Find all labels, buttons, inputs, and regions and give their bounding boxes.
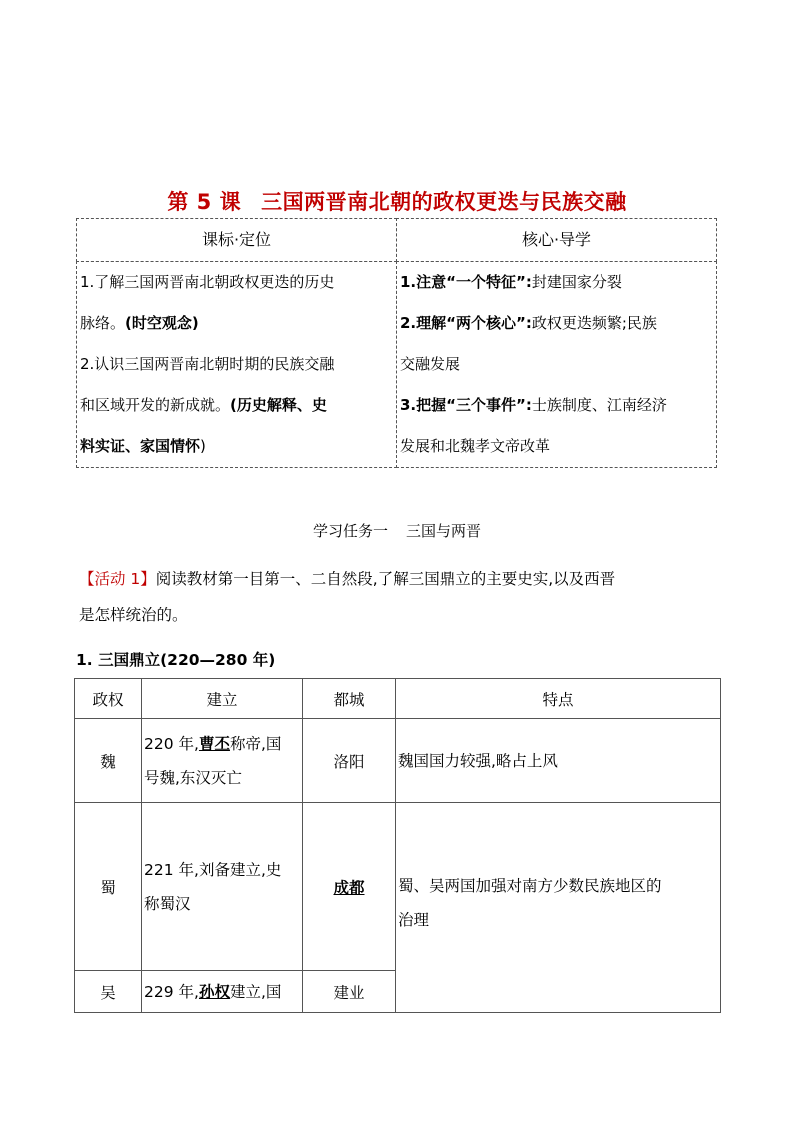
section-heading: 1. 三国鼎立(220—280 年) <box>76 651 276 669</box>
regime-name: 蜀 <box>75 803 142 971</box>
standard-line: 脉络。(时空观念) <box>80 314 199 332</box>
guide-line: 3.把握“三个事件”:士族制度、江南经济 <box>400 396 667 414</box>
key-person: 孙权 <box>198 982 230 1001</box>
lesson-number: 第 5 课 <box>167 190 242 214</box>
activity-paragraph <box>79 561 719 633</box>
key-person: 曹丕 <box>198 734 230 753</box>
table-header-row <box>75 679 721 719</box>
standard-line: 2.认识三国两晋南北朝时期的民族交融 <box>80 355 335 373</box>
guide-line: 发展和北魏孝文帝改革 <box>400 437 551 455</box>
capital-cell <box>303 803 396 971</box>
header-features: 特点 <box>396 679 721 719</box>
table-row-shu <box>75 803 721 971</box>
founding-cell: 229 年,孙权建立,国 <box>142 971 303 1013</box>
capital-cell: 建业 <box>303 971 396 1013</box>
standard-line: 1.了解三国两晋南北朝政权更迭的历史 <box>80 273 335 291</box>
task-heading <box>0 520 794 541</box>
capital-cell: 洛阳 <box>303 719 396 803</box>
guide-line: 交融发展 <box>400 355 461 373</box>
task-name: 三国与两晋 <box>406 522 482 540</box>
standards-header: 课标·定位 <box>76 218 397 262</box>
lesson-topic: 三国两晋南北朝的政权更迭与民族交融 <box>261 190 627 214</box>
standards-content <box>76 261 397 468</box>
header-regime: 政权 <box>75 679 142 719</box>
founding-cell: 221 年,刘备建立,史 称蜀汉 <box>142 803 303 971</box>
guide-content <box>396 261 717 468</box>
header-capital: 都城 <box>303 679 396 719</box>
guide-header: 核心·导学 <box>396 218 717 262</box>
guide-line: 2.理解“两个核心”:政权更迭频繁;民族 <box>400 314 657 332</box>
activity-tag: 【活动 1】 <box>79 570 156 588</box>
task-label: 学习任务一 <box>312 522 388 540</box>
regime-name: 吴 <box>75 971 142 1013</box>
guide-line: 1.注意“一个特征”:封建国家分裂 <box>400 273 622 291</box>
activity-text-cont: 是怎样统治的。 <box>79 606 188 624</box>
header-founding: 建立 <box>142 679 303 719</box>
key-capital: 成都 <box>333 878 365 897</box>
founding-cell: 220 年,曹丕称帝,国 号魏,东汉灭亡 <box>142 719 303 803</box>
feature-cell: 蜀、吴两国加强对南方少数民族地区的 治理 <box>396 803 721 1013</box>
standards-table <box>76 218 717 468</box>
activity-text: 阅读教材第一目第一、二自然段,了解三国鼎立的主要史实,以及西晋 <box>155 570 616 588</box>
lesson-title <box>0 186 794 216</box>
feature-cell: 魏国国力较强,略占上风 <box>396 719 721 803</box>
table-row-wei <box>75 719 721 803</box>
standard-line: 和区域开发的新成就。(历史解释、史 <box>80 396 327 414</box>
standard-line: 料实证、家国情怀) <box>80 437 206 455</box>
regime-name: 魏 <box>75 719 142 803</box>
three-kingdoms-table <box>74 678 721 1013</box>
